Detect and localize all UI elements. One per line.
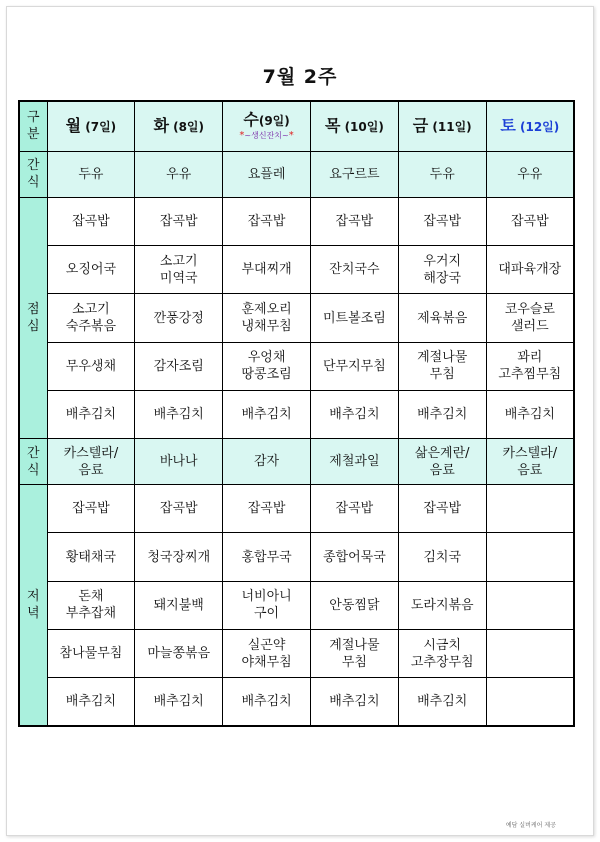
lunch-cell: 우거지 해장국 [398, 246, 486, 294]
header-row [19, 101, 574, 151]
dinner-cell: 안동찜닭 [310, 581, 398, 629]
footer-credit: 예담 실버케어 제공 [505, 822, 556, 829]
day-header-mon: 월 (7일) [47, 101, 135, 151]
morning-snack-cell: 우유 [486, 151, 574, 197]
afternoon-snack-cell: 삶은계란/ 음료 [398, 439, 486, 485]
afternoon-snack-cell: 바나나 [135, 439, 223, 485]
lunch-cell: 대파육개장 [486, 246, 574, 294]
dinner-cell [486, 678, 574, 726]
afternoon-snack-cell: 카스텔라/ 음료 [486, 439, 574, 485]
lunch-cell: 단무지무침 [310, 342, 398, 390]
afternoon-snack-cell: 감자 [223, 439, 311, 485]
snack-label: 간식 [19, 439, 47, 485]
dinner-cell: 배추김치 [135, 678, 223, 726]
morning-snack-cell: 두유 [47, 151, 135, 197]
meal-section-label: 점 심 [19, 197, 47, 438]
dinner-cell: 배추김치 [398, 678, 486, 726]
dinner-cell: 배추김치 [310, 678, 398, 726]
day-header-thu: 목 (10일) [310, 101, 398, 151]
page-title: 7월 2주 [262, 66, 338, 88]
dinner-cell: 잡곡밥 [223, 485, 311, 533]
lunch-cell: 배추김치 [398, 390, 486, 438]
lunch-cell: 소고기 숙주볶음 [47, 294, 135, 342]
morning-snack-cell: 요플레 [223, 151, 311, 197]
afternoon-snack-cell: 제철과일 [310, 439, 398, 485]
dinner-cell: 시금치 고추장무침 [398, 629, 486, 677]
lunch-cell: 소고기 미역국 [135, 246, 223, 294]
dinner-cell: 계절나물 무침 [310, 629, 398, 677]
day-header-tue: 화 (8일) [135, 101, 223, 151]
dinner-cell: 잡곡밥 [398, 485, 486, 533]
dinner-cell: 배추김치 [47, 678, 135, 726]
lunch-cell: 오징어국 [47, 246, 135, 294]
lunch-cell: 잡곡밥 [223, 197, 311, 245]
lunch-cell: 미트볼조림 [310, 294, 398, 342]
dinner-cell: 너비아니 구이 [223, 581, 311, 629]
lunch-row [19, 197, 574, 245]
lunch-cell: 훈제오리 냉채무침 [223, 294, 311, 342]
dinner-cell [486, 533, 574, 581]
dinner-cell: 잡곡밥 [47, 485, 135, 533]
dinner-cell: 돈채 부추잡채 [47, 581, 135, 629]
lunch-cell: 잔치국수 [310, 246, 398, 294]
day-header-fri: 금 (11일) [398, 101, 486, 151]
dinner-cell: 마늘쫑볶음 [135, 629, 223, 677]
morning-snack-row [19, 151, 574, 197]
lunch-cell: 감자조림 [135, 342, 223, 390]
dinner-cell: 잡곡밥 [135, 485, 223, 533]
afternoon-snack-cell: 카스텔라/ 음료 [47, 439, 135, 485]
lunch-cell: 배추김치 [135, 390, 223, 438]
dinner-cell: 실곤약 야채무침 [223, 629, 311, 677]
dinner-row [19, 678, 574, 726]
lunch-cell: 계절나물 무침 [398, 342, 486, 390]
lunch-cell: 배추김치 [486, 390, 574, 438]
dinner-cell: 청국장찌개 [135, 533, 223, 581]
category-header: 구분 [19, 101, 47, 151]
dinner-cell: 잡곡밥 [310, 485, 398, 533]
lunch-cell: 코우슬로 샐러드 [486, 294, 574, 342]
dinner-cell: 홍합무국 [223, 533, 311, 581]
weekly-menu-table [18, 100, 575, 727]
afternoon-snack-row [19, 439, 574, 485]
dinner-row [19, 485, 574, 533]
lunch-cell: 잡곡밥 [47, 197, 135, 245]
morning-snack-cell: 우유 [135, 151, 223, 197]
lunch-row [19, 294, 574, 342]
lunch-cell: 꽈리 고추찜무침 [486, 342, 574, 390]
star-icon: * [288, 130, 294, 142]
dinner-cell [486, 581, 574, 629]
lunch-cell: 배추김치 [223, 390, 311, 438]
snack-label: 간식 [19, 151, 47, 197]
day-header-wed: 수(9일) *~생신잔치~* [223, 101, 311, 151]
dinner-cell [486, 629, 574, 677]
dinner-cell: 참나물무침 [47, 629, 135, 677]
lunch-row [19, 246, 574, 294]
morning-snack-cell: 두유 [398, 151, 486, 197]
lunch-cell: 무우생채 [47, 342, 135, 390]
lunch-cell: 부대찌개 [223, 246, 311, 294]
lunch-row [19, 390, 574, 438]
day-header-sat: 토 (12일) [486, 101, 574, 151]
dinner-row [19, 629, 574, 677]
lunch-row [19, 342, 574, 390]
dinner-cell: 돼지불백 [135, 581, 223, 629]
lunch-cell: 잡곡밥 [486, 197, 574, 245]
meal-section-label: 저 녁 [19, 485, 47, 726]
lunch-cell: 우엉채 땅콩조림 [223, 342, 311, 390]
dinner-cell: 종합어묵국 [310, 533, 398, 581]
dinner-cell: 도라지볶음 [398, 581, 486, 629]
dinner-cell: 배추김치 [223, 678, 311, 726]
lunch-cell: 배추김치 [310, 390, 398, 438]
lunch-cell: 잡곡밥 [398, 197, 486, 245]
lunch-cell: 깐풍강정 [135, 294, 223, 342]
dinner-cell: 황태채국 [47, 533, 135, 581]
dinner-row [19, 581, 574, 629]
lunch-cell: 잡곡밥 [310, 197, 398, 245]
dinner-row [19, 533, 574, 581]
morning-snack-cell: 요구르트 [310, 151, 398, 197]
birthday-note: ~생신잔치~ [244, 131, 289, 141]
dinner-cell: 김치국 [398, 533, 486, 581]
dinner-cell [486, 485, 574, 533]
star-icon: * [239, 130, 245, 142]
lunch-cell: 배추김치 [47, 390, 135, 438]
lunch-cell: 잡곡밥 [135, 197, 223, 245]
lunch-cell: 제육볶음 [398, 294, 486, 342]
